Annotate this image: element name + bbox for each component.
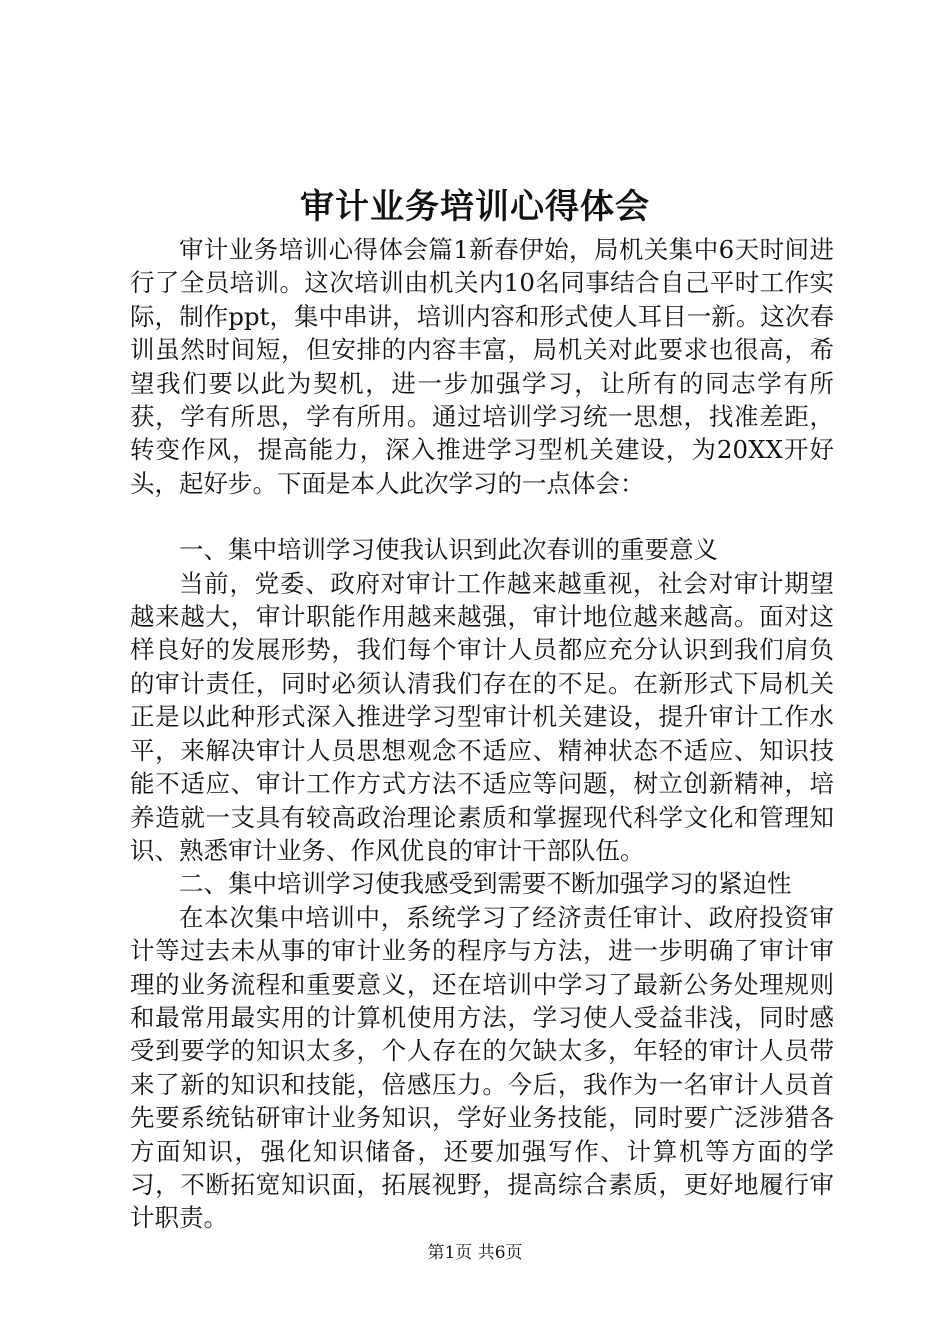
section-heading-2: 二、集中培训学习使我感受到需要不断加强学习的紧迫性 [179, 869, 792, 899]
document-title: 审计业务培训心得体会 [300, 187, 650, 227]
intro-paragraph: 审计业务培训心得体会篇1新春伊始，局机关集中6天时间进行了全员培训。这次培训由机关内10名同事结合自己平时工作实际，制作ppt，集中串讲，培训内容和形式使人耳目一新。这次春训虽然时间短，但安排的内容丰富，局机关对此要求也很高，希望我们要以此为契机，进一步加强学习，让所有的同志学有所获，学有所思，学有所用。通过培训学习统一思想，找准差距，转变作风，提高能力，深入推进学习型机关建设，为20XX开好头，起好步。下面是本人此次学习的一点体会： [130, 235, 834, 498]
document-body [130, 233, 834, 1235]
page-number-footer: 第1页 共6页 [427, 1243, 523, 1263]
section-heading-1: 一、集中培训学习使我认识到此次春训的重要意义 [179, 535, 718, 565]
section-1-paragraph: 当前，党委、政府对审计工作越来越重视，社会对审计期望越来越大，审计职能作用越来越强，审计地位越来越高。面对这样良好的发展形势，我们每个审计人员都应充分认识到我们肩负的审计责任，同时必须认清我们存在的不足。在新形式下局机关正是以此种形式深入推进学习型审计机关建设，提升审计工作水平，来解决审计人员思想观念不适应、精神状态不适应、知识技能不适应、审计工作方式方法不适应等问题，树立创新精神，培养造就一支具有较高政治理论素质和掌握现代科学文化和管理知识、熟悉审计业务、作风优良的审计干部队伍。 [130, 568, 834, 865]
section-2-paragraph: 在本次集中培训中，系统学习了经济责任审计、政府投资审计等过去未从事的审计业务的程序与方法，进一步明确了审计审理的业务流程和重要意义，还在培训中学习了最新公务处理规则和最常用最实用的计算机使用方法，学习使人受益非浅，同时感受到要学的知识太多，个人存在的欠缺太多，年轻的审计人员带来了新的知识和技能，倍感压力。今后，我作为一名审计人员首先要系统钻研审计业务知识，学好业务技能，同时要广泛涉猎各方面知识，强化知识储备，还要加强写作、计算机等方面的学习，不断拓宽知识面，拓展视野，提高综合素质，更好地履行审计职责。 [130, 902, 834, 1233]
